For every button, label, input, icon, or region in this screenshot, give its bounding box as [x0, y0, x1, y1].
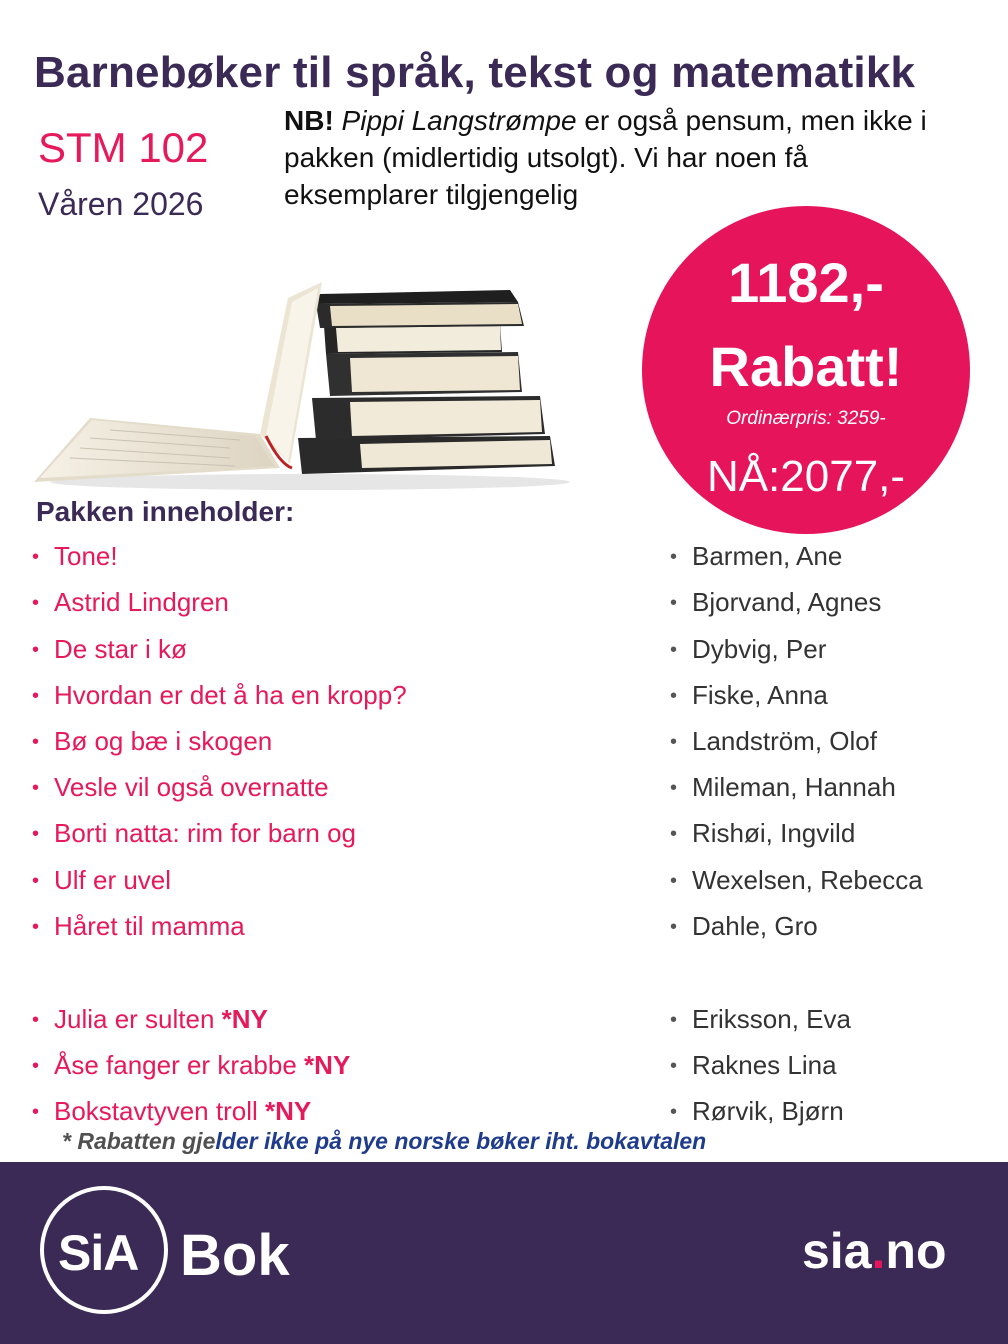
price-badge [642, 206, 970, 534]
book-author: Eriksson, Eva [692, 1004, 851, 1034]
book-author-item [670, 772, 896, 803]
book-title-item [32, 1096, 311, 1127]
pensum-note [284, 102, 964, 213]
current-price: NÅ:2077,- [706, 452, 906, 501]
book-author-item [670, 818, 855, 849]
book-title-item [32, 911, 245, 942]
book-stack-image [30, 268, 570, 490]
book-title-item [32, 1050, 350, 1081]
book-title-item [32, 680, 407, 711]
site-name: sia [802, 1223, 872, 1279]
bullet-icon: • [670, 685, 678, 707]
book-title-item [32, 818, 356, 849]
note-text: er også pensum, men ikke i pakken (midlertidig utsolgt). Vi har noen få eksemplarer tilgjengelig [284, 105, 927, 210]
bullet-icon: • [32, 546, 40, 568]
book-author: Fiske, Anna [692, 680, 828, 710]
book-title: Borti natta: rim for barn og [54, 818, 357, 848]
bullet-icon: • [670, 777, 678, 799]
bullet-icon: • [670, 1009, 678, 1031]
book-title-item [32, 865, 171, 896]
term-label: Våren 2026 [38, 186, 204, 222]
new-badge: *NY [304, 1050, 351, 1080]
site-dot: . [871, 1223, 886, 1279]
bullet-icon: • [670, 546, 678, 568]
book-author: Mileman, Hannah [692, 772, 896, 802]
book-author: Dybvig, Per [692, 634, 827, 664]
course-code: STM 102 [38, 124, 209, 171]
book-author-item [670, 911, 818, 942]
ordinary-price: Ordinærpris: 3259- [726, 408, 886, 429]
bullet-icon: • [670, 1101, 678, 1123]
book-author-item [670, 541, 842, 572]
book-author: Landström, Olof [692, 726, 877, 756]
footer-bar [0, 1162, 1008, 1344]
note-nb: NB! [284, 105, 334, 136]
bullet-icon: • [32, 685, 40, 707]
discount-disclaimer [62, 1128, 706, 1155]
book-author: Raknes Lina [692, 1050, 837, 1080]
site-link[interactable] [802, 1222, 947, 1280]
book-author-item [670, 865, 923, 896]
note-book-title: Pippi Langstrømpe [341, 105, 577, 136]
book-author: Wexelsen, Rebecca [692, 865, 923, 895]
book-title: Astrid Lindgren [54, 587, 229, 617]
bullet-icon: • [670, 823, 678, 845]
book-title: Bokstavtyven troll [54, 1096, 265, 1126]
book-title-item [32, 587, 229, 618]
book-author: Rørvik, Bjørn [692, 1096, 844, 1126]
discount-label: Rabatt! [709, 335, 903, 398]
bullet-icon: • [32, 1055, 40, 1077]
bullet-icon: • [32, 823, 40, 845]
bullet-icon: • [670, 592, 678, 614]
book-author-item [670, 1050, 837, 1081]
book-title-item [32, 541, 118, 572]
book-title-item [32, 1004, 268, 1035]
book-title: Ulf er uvel [54, 865, 172, 895]
book-title: Hvordan er det å ha en kropp? [54, 680, 407, 710]
book-author: Dahle, Gro [692, 911, 818, 941]
bullet-icon: • [670, 639, 678, 661]
book-title: Bø og bæ i skogen [54, 726, 273, 756]
book-title: Åse fanger er krabbe [54, 1050, 305, 1080]
bullet-icon: • [32, 870, 40, 892]
book-author-item [670, 680, 828, 711]
book-title: Vesle vil også overnatte [54, 772, 329, 802]
bullet-icon: • [670, 1055, 678, 1077]
book-title-item [32, 726, 272, 757]
book-title-item [32, 634, 187, 665]
bullet-icon: • [670, 731, 678, 753]
bullet-icon: • [32, 777, 40, 799]
sia-logo-text: SiA [58, 1225, 139, 1281]
discount-amount: 1182,- [728, 251, 884, 314]
bullet-icon: • [670, 870, 678, 892]
site-tld: no [885, 1223, 947, 1279]
new-badge: *NY [264, 1096, 312, 1126]
book-author-item [670, 587, 881, 618]
book-author: Barmen, Ane [692, 541, 843, 571]
disclaimer-part1: * Rabatten gje [62, 1128, 216, 1154]
bullet-icon: • [32, 639, 40, 661]
bullet-icon: • [32, 1101, 40, 1123]
book-author-item [670, 1004, 851, 1035]
bullet-icon: • [670, 916, 678, 938]
book-author-item [670, 1096, 844, 1127]
book-title: Tone! [54, 541, 118, 571]
bok-logo-text: Bok [180, 1223, 290, 1288]
contents-heading: Pakken inneholder: [36, 496, 295, 527]
book-title: Håret til mamma [54, 911, 245, 941]
page-title: Barnebøker til språk, tekst og matematikk [34, 48, 916, 97]
book-title: Julia er sulten [54, 1004, 222, 1034]
book-title-item [32, 772, 329, 803]
new-badge: *NY [221, 1004, 268, 1034]
bullet-icon: • [32, 916, 40, 938]
book-author: Rishøi, Ingvild [692, 818, 856, 848]
book-title: De star i kø [54, 634, 187, 664]
book-author-item [670, 634, 826, 665]
bullet-icon: • [32, 731, 40, 753]
disclaimer-part2: lder ikke på nye norske bøker iht. bokavtalen [215, 1128, 707, 1154]
book-author: Bjorvand, Agnes [692, 587, 882, 617]
book-author-item [670, 726, 877, 757]
bullet-icon: • [32, 592, 40, 614]
bullet-icon: • [32, 1009, 40, 1031]
